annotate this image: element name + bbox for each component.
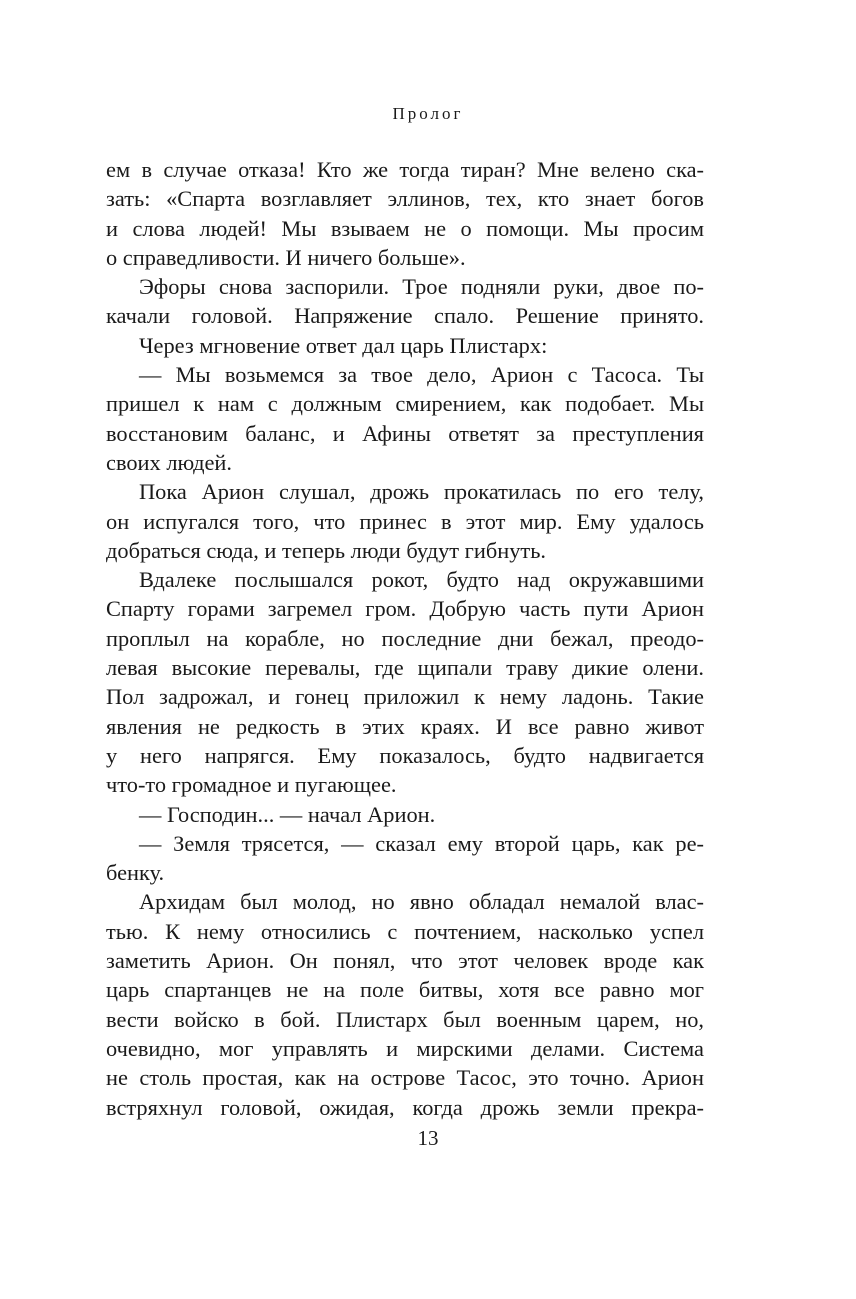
page-number: 13 (417, 1126, 439, 1150)
text-line: зать: «Спарта возглавляет эллинов, тех, кто знает богов (106, 186, 704, 212)
text-line: очевидно, мог управлять и мирскими делами. Система (106, 1035, 704, 1061)
text-line: Вдалеке послышался рокот, будто над окружавшими (139, 567, 704, 593)
text-line: вести войско в бой. Плистарх был военным царем, но, (106, 1006, 704, 1032)
text-line: восстановим баланс, и Афины ответят за преступления (106, 420, 704, 446)
text-line: не столь простая, как на острове Тасос, это точно. Арион (106, 1065, 704, 1091)
text-line: царь спартанцев не на поле битвы, хотя все равно мог (106, 977, 704, 1003)
text-line: Пол задрожал, и гонец приложил к нему ладонь. Такие (106, 684, 704, 710)
page-body (106, 155, 704, 1122)
text-line: встряхнул головой, ожидая, когда дрожь земли прекра- (106, 1094, 704, 1120)
text-line: ем в случае отказа! Кто же тогда тиран? Мне велено ска- (106, 157, 704, 182)
text-line: Спарту горами загремел гром. Добрую часть пути Арион (106, 596, 704, 622)
text-line: Эфоры снова заспорили. Трое подняли руки, двое по- (139, 274, 704, 300)
text-line: — Земля трясется, — сказал ему второй царь, как ре- (139, 830, 704, 856)
text-line: о справедливости. И ничего больше». (106, 244, 466, 270)
text-line: качали головой. Напряжение спало. Решение принято. (106, 303, 704, 329)
text-line: заметить Арион. Он понял, что этот человек вроде как (106, 948, 704, 974)
text-line: тью. К нему относились с почтением, насколько успел (106, 918, 704, 944)
text-line: и слова людей! Мы взываем не о помощи. Мы просим (106, 215, 704, 241)
running-title: Пролог (392, 104, 464, 123)
text-line: — Мы возьмемся за твое дело, Арион с Тасоса. Ты (139, 362, 704, 388)
text-line: Через мгновение ответ дал царь Плистарх: (139, 332, 548, 358)
text-line: своих людей. (106, 449, 233, 475)
text-line: Архидам был молод, но явно обладал немалой влас- (139, 889, 704, 915)
text-line: — Господин... — начал Арион. (139, 801, 436, 827)
text-line: проплыл на корабле, но последние дни бежал, преодо- (106, 625, 704, 651)
text-line: явления не редкость в этих краях. И все равно живот (106, 713, 704, 739)
text-line: левая высокие перевалы, где щипали траву дикие олени. (106, 655, 704, 681)
text-line: пришел к нам с должным смирением, как подобает. Мы (106, 391, 704, 417)
text-line: добраться сюда, и теперь люди будут гибнуть. (106, 537, 547, 563)
text-line: что-то громадное и пугающее. (106, 772, 397, 798)
text-line: он испугался того, что принес в этот мир. Ему удалось (106, 508, 704, 534)
text-line: Пока Арион слушал, дрожь прокатилась по его телу, (139, 479, 704, 505)
text-line: у него напрягся. Ему показалось, будто надвигается (106, 742, 704, 768)
text-line: бенку. (106, 860, 165, 886)
